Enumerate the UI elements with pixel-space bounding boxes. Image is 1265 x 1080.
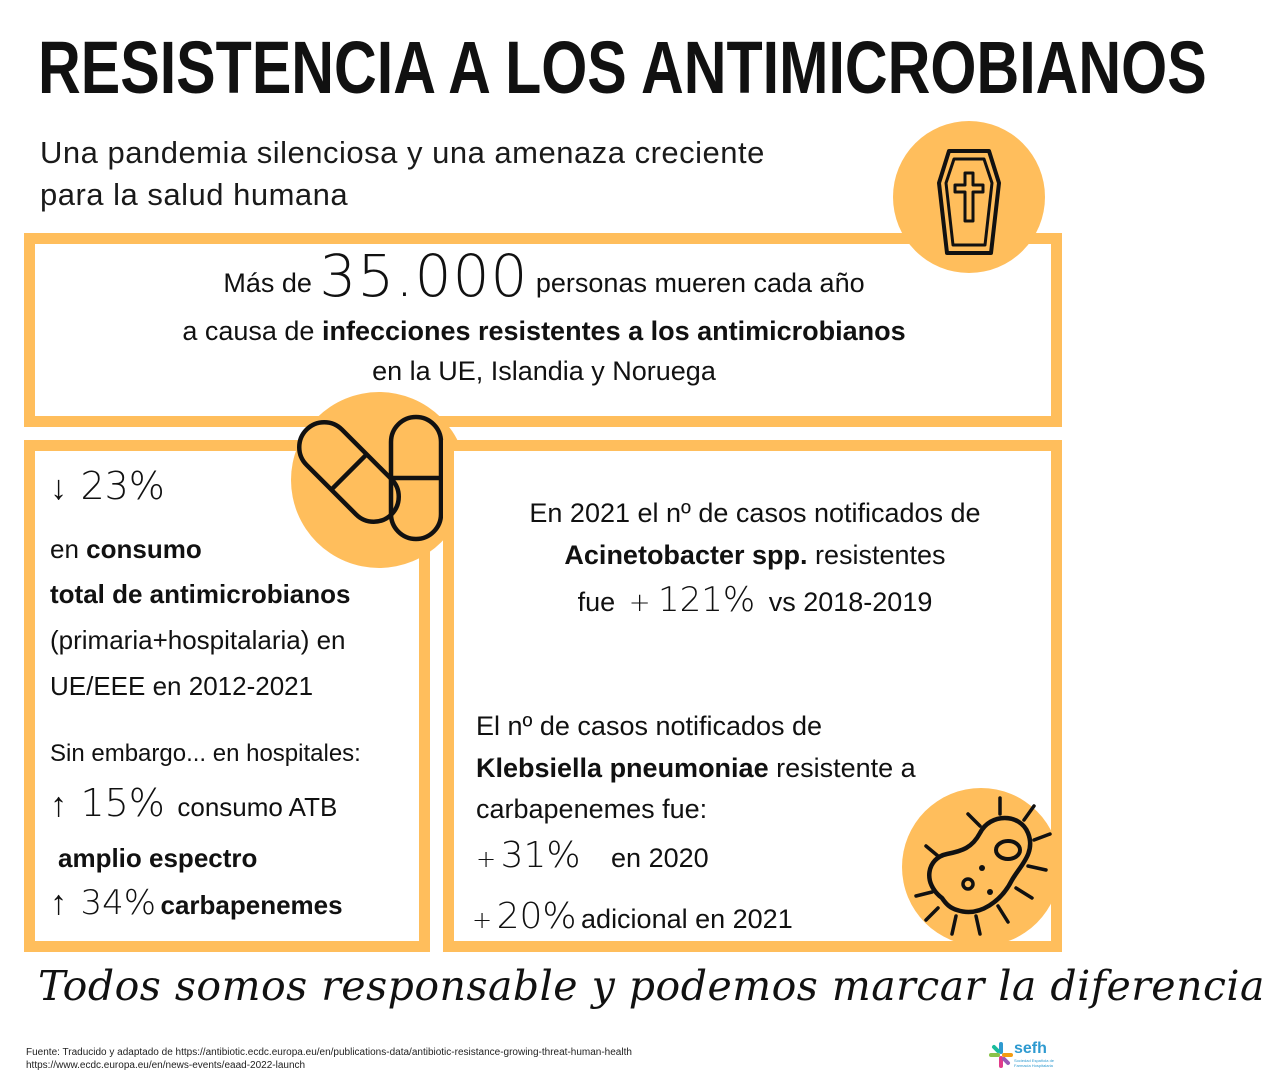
pill-icon-circle <box>291 392 467 568</box>
deaths-line3: en la UE, Islandia y Noruega <box>372 356 716 386</box>
increase-arrow-icon-2: ↑ <box>50 884 67 922</box>
sefh-logo <box>988 1038 1068 1074</box>
acineto-vs: vs 2018-2019 <box>768 587 933 617</box>
tagline: Todos somos responsable y podemos marcar la diferencia <box>38 962 1265 1010</box>
kleb-year-1: en 2020 <box>611 843 709 873</box>
acineto-rest: resistentes <box>815 540 946 570</box>
acineto-line1: En 2021 el nº de casos notificados de <box>529 498 981 528</box>
acineto-bold: Acinetobacter spp. <box>564 540 808 570</box>
stat2-value: 34% <box>80 883 157 923</box>
consumption-prefix: en <box>50 534 79 564</box>
deaths-number: 35.000 <box>319 242 529 310</box>
stat1-bold: amplio espectro <box>58 843 258 873</box>
coffin-icon-circle <box>893 121 1045 273</box>
sefh-logo-icon <box>988 1040 1014 1070</box>
stat1-label: consumo ATB <box>177 792 338 822</box>
source-line-1: Fuente: Traducido y adaptado de https://antibiotic.ecdc.europa.eu/en/publications-data/antibiotic-resistance-growing-threat-human-health <box>26 1047 632 1058</box>
subtitle-line-1: Una pandemia silenciosa y una amenaza creciente <box>40 135 765 170</box>
acineto-fue: fue <box>577 587 616 617</box>
consumption-line3: (primaria+hospitalaria) en <box>50 625 346 655</box>
kleb-year-2: adicional en 2021 <box>581 904 793 934</box>
kleb-line1: El nº de casos notificados de <box>476 711 823 741</box>
deaths-text <box>60 242 1028 391</box>
kleb-value-1: 31% <box>500 835 581 876</box>
acineto-plus: + <box>628 588 651 618</box>
pill-capsules-icon <box>291 392 467 568</box>
deaths-line2-bold: infecciones resistentes a los antimicrobianos <box>321 316 906 346</box>
decrease-arrow-icon: ↓ <box>50 469 67 507</box>
subtitle <box>40 132 900 216</box>
bacteria-icon-circle <box>902 788 1060 946</box>
sefh-logo-subtext: Sociedad Española de Farmacia Hospitalaria <box>1014 1058 1055 1068</box>
kleb-line3: carbapenemes fue: <box>476 794 708 824</box>
kleb-rest: resistente a <box>776 753 916 783</box>
deaths-prefix: Más de <box>223 268 312 298</box>
kleb-plus-1: + <box>476 845 497 873</box>
acineto-value: 121% <box>658 580 756 620</box>
kleb-bold: Klebsiella pneumoniae <box>476 753 769 783</box>
source-footer <box>26 1046 926 1072</box>
kleb-value-2: 20% <box>496 896 577 937</box>
subtitle-line-2: para la salud humana <box>40 177 349 212</box>
deaths-line2-prefix: a causa de <box>182 316 315 346</box>
page-title: RESISTENCIA A LOS ANTIMICROBIANOS <box>38 26 1207 109</box>
coffin-icon <box>893 121 1045 273</box>
sefh-logo-text: sefh <box>1014 1040 1047 1057</box>
kleb-plus-2: + <box>472 906 493 934</box>
hospitals-however: Sin embargo... en hospitales: <box>50 740 361 767</box>
stat2-bold: carbapenemes <box>160 890 343 920</box>
stat1-value: 15% <box>80 781 165 825</box>
source-line-2: https://www.ecdc.europa.eu/en/news-events/eaad-2022-launch <box>26 1060 306 1071</box>
consumption-bold: consumo <box>86 534 202 564</box>
consumption-line4: UE/EEE en 2012-2021 <box>50 671 314 701</box>
consumption-line2: total de antimicrobianos <box>50 579 351 609</box>
increase-arrow-icon-1: ↑ <box>50 786 67 824</box>
deaths-suffix: personas mueren cada año <box>535 268 865 298</box>
bacteria-icon <box>902 788 1060 946</box>
decrease-value: 23% <box>80 464 165 508</box>
